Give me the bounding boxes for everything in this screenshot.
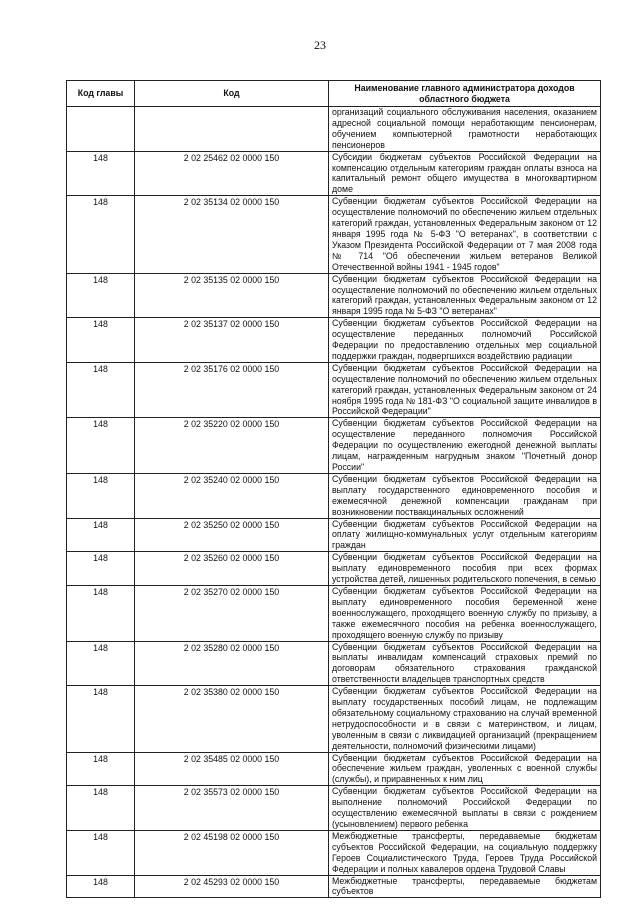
table-row — [67, 786, 601, 831]
chapter-code-cell: 148 — [67, 362, 135, 418]
budget-code-cell: 2 02 25462 02 0000 150 — [135, 151, 329, 196]
chapter-code-cell: 148 — [67, 418, 135, 474]
table-row — [67, 151, 601, 196]
chapter-code-cell: 148 — [67, 518, 135, 552]
table-row — [67, 362, 601, 418]
revenue-name-cell: Межбюджетные трансферты, передаваемые бюджетам субъектов Российской Федерации, на социальную поддержку Героев Социалистического Труда, Героев Труда Российской Федерации и полных кавалеров ордена Трудовой Славы — [329, 830, 601, 875]
table-row — [67, 585, 601, 641]
budget-code-cell: 2 02 35135 02 0000 150 — [135, 273, 329, 318]
revenue-name-cell: Межбюджетные трансферты, передаваемые бюджетам субъектов — [329, 875, 601, 898]
revenue-name-cell: Субвенции бюджетам субъектов Российской Федерации на осуществление полномочий по обеспечению жильем отдельных категорий граждан, установленных Федеральным законом от 12 января 1995 года № 5-ФЗ "О ветеранах", в соответствии с Указом Президента Российской Федерации от 7 мая 2008 года № 714 "Об обеспечении жильем ветеранов Великой Отечественной войны 1941 - 1945 годов" — [329, 196, 601, 273]
table-row — [67, 641, 601, 686]
table-row — [67, 875, 601, 898]
revenue-name-cell: Субвенции бюджетам субъектов Российской Федерации на выплату государственного единовременного пособия и ежемесячной денежной компенсации гражданам при возникновении поствакцинальных осложнений — [329, 473, 601, 518]
table-row — [67, 552, 601, 586]
revenue-name-cell: Субвенции бюджетам субъектов Российской Федерации на осуществление полномочий по обеспечению жильем отдельных категорий граждан, установленных Федеральным законом от 12 января 1995 года № 5-ФЗ "О ветеранах" — [329, 273, 601, 318]
table-header-row — [67, 81, 601, 107]
table-row — [67, 752, 601, 786]
budget-code-cell: 2 02 35270 02 0000 150 — [135, 585, 329, 641]
header-chapter-code: Код главы — [67, 81, 135, 107]
chapter-code-cell: 148 — [67, 196, 135, 273]
table-row — [67, 473, 601, 518]
revenue-name-cell: Субвенции бюджетам субъектов Российской Федерации на осуществление полномочий по обеспечению жильем отдельных категорий граждан, установленных Федеральным законом от 24 ноября 1995 года № 181-ФЗ "О социальной защите инвалидов в Российской Федерации" — [329, 362, 601, 418]
revenue-name-cell: Субвенции бюджетам субъектов Российской Федерации на выплату единовременного пособия при всех формах устройства детей, лишенных родительского попечения, в семью — [329, 552, 601, 586]
budget-code-cell: 2 02 35280 02 0000 150 — [135, 641, 329, 686]
chapter-code-cell: 148 — [67, 752, 135, 786]
header-code: Код — [135, 81, 329, 107]
chapter-code-cell: 148 — [67, 473, 135, 518]
chapter-code-cell: 148 — [67, 641, 135, 686]
revenue-name-cell: Субвенции бюджетам субъектов Российской Федерации на обеспечение жильем граждан, уволенных с военной службы (службы), и приравненных к ним лиц — [329, 752, 601, 786]
budget-code-cell: 2 02 35176 02 0000 150 — [135, 362, 329, 418]
chapter-code-cell: 148 — [67, 552, 135, 586]
chapter-code-cell: 148 — [67, 318, 135, 363]
revenue-name-cell: Субвенции бюджетам субъектов Российской Федерации на оплату жилищно-коммунальных услуг отдельным категориям граждан — [329, 518, 601, 552]
revenue-name-cell: Субвенции бюджетам субъектов Российской Федерации на выполнение полномочий Российской Федерации по осуществлению ежемесячной выплаты в связи с рождением (усыновлением) первого ребенка — [329, 786, 601, 831]
revenue-name-cell: Субвенции бюджетам субъектов Российской Федерации на выплаты инвалидам компенсаций страховых премий по договорам обязательного страхования гражданской ответственности владельцев транспортных средств — [329, 641, 601, 686]
budget-code-cell: 2 02 35134 02 0000 150 — [135, 196, 329, 273]
budget-code-cell: 2 02 35240 02 0000 150 — [135, 473, 329, 518]
revenue-name-cell: организаций социального обслуживания населения, оказанием адресной социальной помощи неработающим пенсионерам, обучением компьютерной грамотности неработающих пенсионеров — [329, 107, 601, 152]
budget-code-cell: 2 02 35137 02 0000 150 — [135, 318, 329, 363]
page-number: 23 — [314, 38, 326, 52]
chapter-code-cell: 148 — [67, 830, 135, 875]
table-row — [67, 830, 601, 875]
budget-code-cell: 2 02 35380 02 0000 150 — [135, 686, 329, 752]
budget-code-cell — [135, 107, 329, 152]
budget-code-cell: 2 02 45198 02 0000 150 — [135, 830, 329, 875]
revenue-name-cell: Субвенции бюджетам субъектов Российской Федерации на осуществление переданного полномочия Российской Федерации по осуществлению ежегодной денежной выплаты лицам, награжденным нагрудным знаком "Почетный донор России" — [329, 418, 601, 474]
table-row — [67, 273, 601, 318]
chapter-code-cell: 148 — [67, 151, 135, 196]
budget-code-cell: 2 02 35573 02 0000 150 — [135, 786, 329, 831]
table-row — [67, 107, 601, 152]
table-row — [67, 418, 601, 474]
chapter-code-cell: 148 — [67, 585, 135, 641]
chapter-code-cell: 148 — [67, 786, 135, 831]
revenue-name-cell: Субвенции бюджетам субъектов Российской Федерации на выплату единовременного пособия беременной жене военнослужащего, проходящего военную службу по призыву, а также ежемесячного пособия на ребенка военнослужащего, проходящего военную службу по призыву — [329, 585, 601, 641]
table-row — [67, 318, 601, 363]
header-name: Наименование главного администратора доходов областного бюджета — [329, 81, 601, 107]
revenue-name-cell: Субсидии бюджетам субъектов Российской Федерации на компенсацию отдельным категориям граждан оплаты взноса на капитальный ремонт общего имущества в многоквартирном доме — [329, 151, 601, 196]
chapter-code-cell: 148 — [67, 686, 135, 752]
table-row — [67, 196, 601, 273]
revenue-name-cell: Субвенции бюджетам субъектов Российской Федерации на осуществление переданных полномочий Российской Федерации по предоставлению отдельных мер социальной поддержки граждан, подвергшихся воздействию радиации — [329, 318, 601, 363]
revenue-administrators-table — [66, 80, 601, 898]
table-row — [67, 518, 601, 552]
budget-code-cell: 2 02 35220 02 0000 150 — [135, 418, 329, 474]
budget-code-cell: 2 02 45293 02 0000 150 — [135, 875, 329, 898]
chapter-code-cell — [67, 107, 135, 152]
chapter-code-cell: 148 — [67, 875, 135, 898]
budget-code-cell: 2 02 35485 02 0000 150 — [135, 752, 329, 786]
budget-code-cell: 2 02 35250 02 0000 150 — [135, 518, 329, 552]
table-row — [67, 686, 601, 752]
revenue-name-cell: Субвенции бюджетам субъектов Российской Федерации на выплату государственных пособий лицам, не подлежащим обязательному социальному страхованию на случай временной нетрудоспособности и в связи с материнством, и лицам, уволенным в связи с ликвидацией организаций (прекращением деятельности, полномочий физическими лицами) — [329, 686, 601, 752]
budget-code-cell: 2 02 35260 02 0000 150 — [135, 552, 329, 586]
chapter-code-cell: 148 — [67, 273, 135, 318]
